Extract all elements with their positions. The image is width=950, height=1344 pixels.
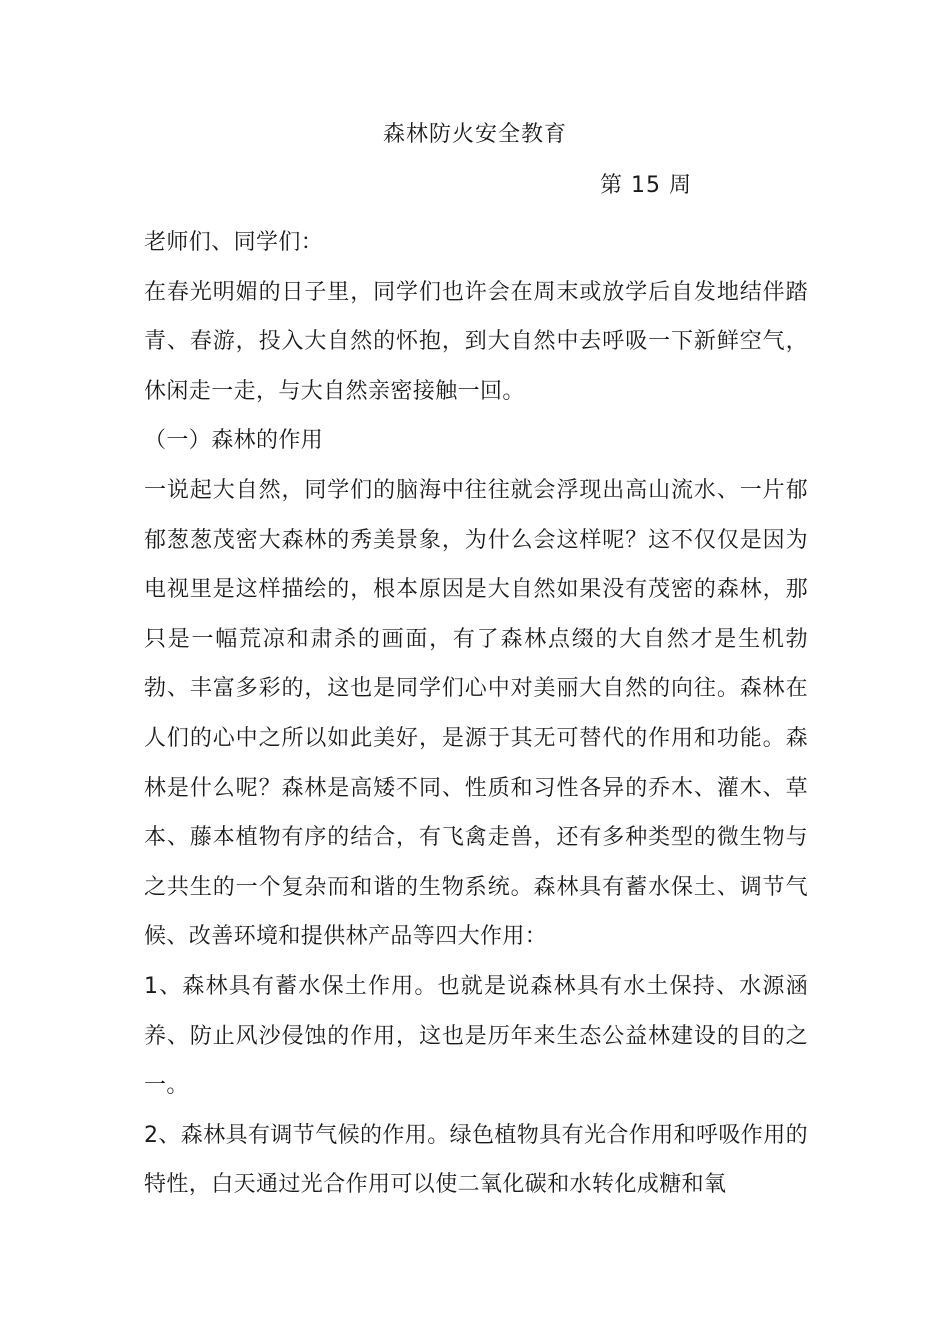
paragraph-forest-role: 一说起大自然，同学们的脑海中往往就会浮现出高山流水、一片郁郁葱葱茂密大森林的秀美景象，为什么会这样呢？这不仅仅是因为电视里是这样描绘的，根本原因是大自然如果没有茂密的森林，那只是一幅荒凉和肃杀的画面，有了森林点缀的大自然才是生机勃勃、丰富多彩的，这也是同学们心中对美丽大自然的向往。森林在人们的心中之所以如此美好，是源于其无可替代的作用和功能。森林是什么呢？森林是高矮不同、性质和习性各异的乔木、灌木、草本、藤本植物有序的结合，有飞禽走兽，还有多种类型的微生物与之共生的一个复杂而和谐的生物系统。森林具有蓄水保土、调节气候、改善环境和提供林产品等四大作用： [144,477,808,950]
document-title: 森林防火安全教育 [382,122,567,147]
paragraph-intro: 在春光明媚的日子里，同学们也许会在周末或放学后自发地结伴踏青、春游，投入大自然的怀抱，到大自然中去呼吸一下新鲜空气，休闲走一走，与大自然亲密接触一回。 [144,279,808,404]
greeting: 老师们、同学们： [144,230,324,255]
paragraph-point-2: 2、森林具有调节气候的作用。绿色植物具有光合作用和呼吸作用的特性，白天通过光合作用可以使二氧化碳和水转化成糖和氧 [144,1122,808,1198]
week-label: 第 15 周 [600,173,692,198]
document-body [144,218,808,1210]
section-heading: （一）森林的作用 [144,428,324,454]
paragraph-point-1: 1、森林具有蓄水保土作用。也就是说森林具有水土保持、水源涵养、防止风沙侵蚀的作用，这也是历年来生态公益林建设的目的之一。 [144,973,808,1099]
